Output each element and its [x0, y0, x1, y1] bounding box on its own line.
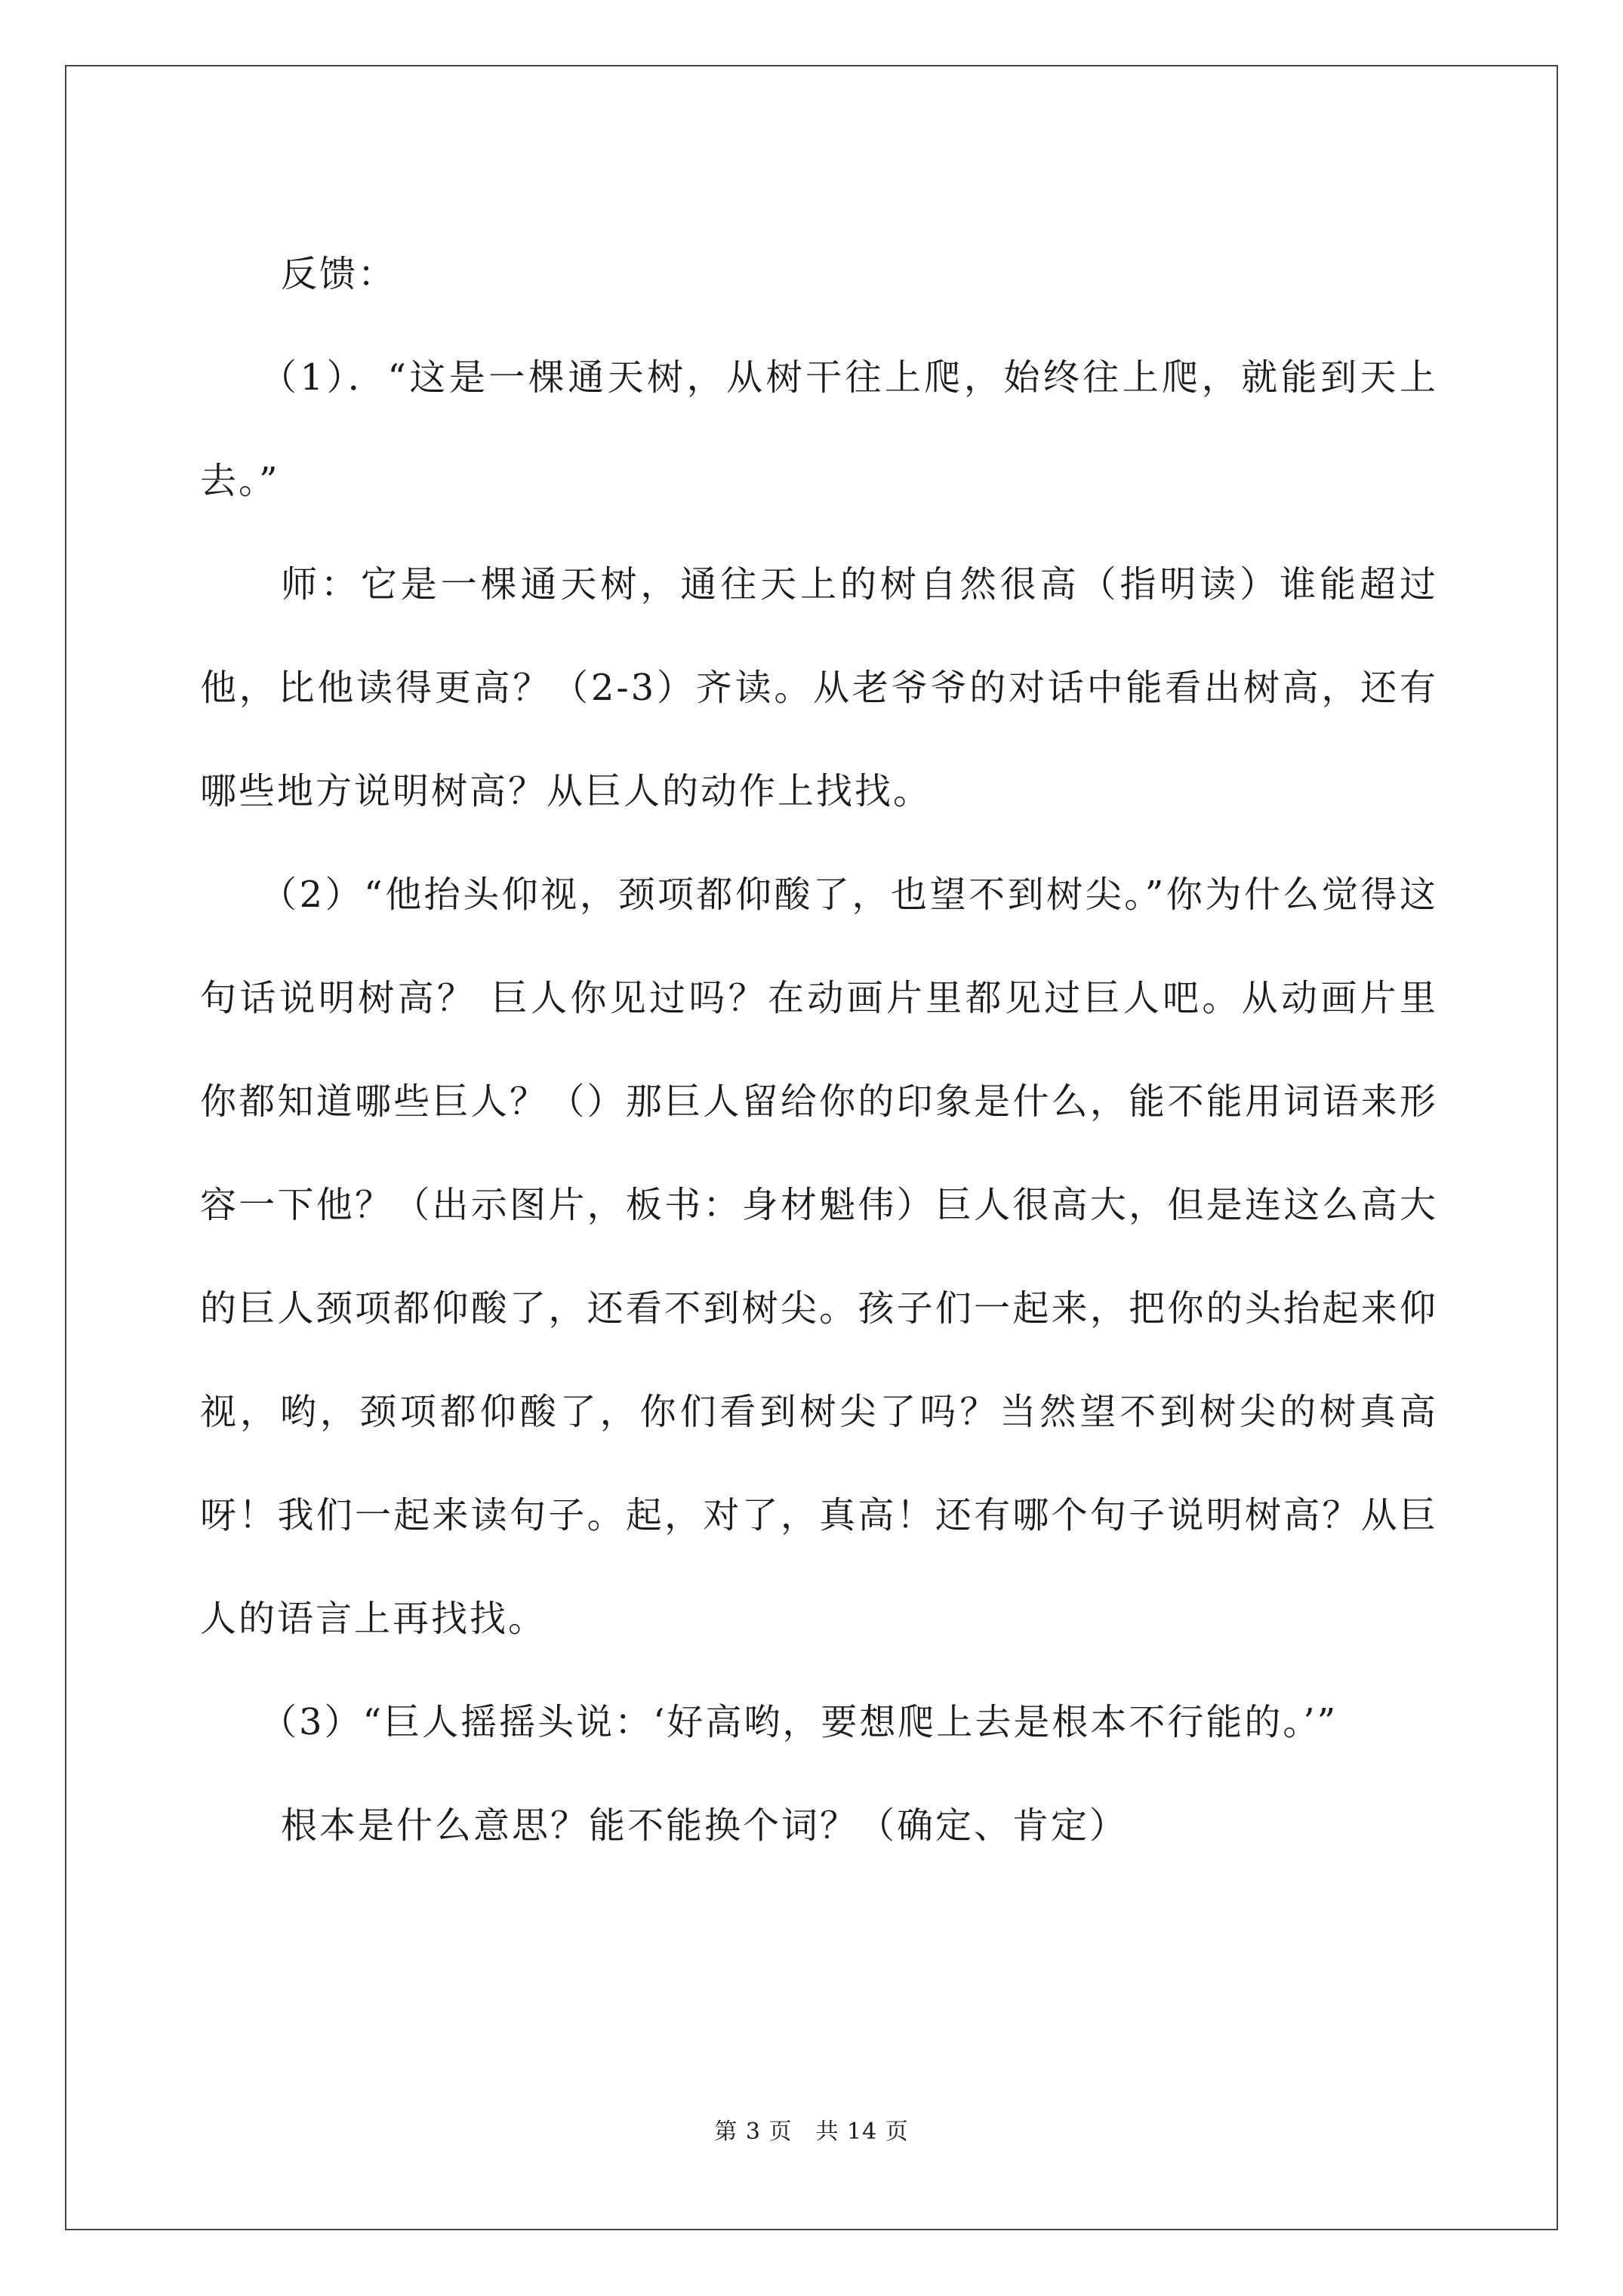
paragraph-feedback-heading: 反馈： [281, 253, 397, 295]
document-body [200, 223, 1438, 1878]
paragraph-item-1: （1）．“这是一棵通天树，从树干往上爬，始终往上爬，就能到天上去。” [200, 356, 1438, 502]
paragraph-teacher-remark: 师：它是一棵通天树，通往天上的树自然很高（指明读）谁能超过他，比他读得更高？（2-3）齐读。从老爷爷的对话中能看出树高，还有哪些地方说明树高？从巨人的动作上找找。 [200, 563, 1438, 812]
paragraph-item-3: （3）“巨人摇摇头说：‘好高哟，要想爬上去是根本不行能的。’” [260, 1701, 1338, 1743]
paragraph-item-2: （2）“他抬头仰视，颈项都仰酸了，也望不到树尖。”你为什么觉得这句话说明树高？ 巨人你见过吗？在动画片里都见过巨人吧。从动画片里你都知道哪些巨人？（）那巨人留给你的印象是什么，能不能用词语来形容一下他？（出示图片，板书：身材魁伟）巨人很高大，但是连这么高大的巨人颈项都仰酸了，还看不到树尖。孩子们一起来，把你的头抬起来仰视，哟，颈项都仰酸了，你们看到树尖了吗？当然望不到树尖的树真高呀！我们一起来读句子。起，对了，真高！还有哪个句子说明树高？从巨人的语言上再找找。 [200, 874, 1438, 1640]
page-number-footer: 第 3 页 共 14 页 [714, 2119, 909, 2145]
paragraph-question: 根本是什么意思？能不能换个词？（确定、肯定） [281, 1804, 1129, 1847]
